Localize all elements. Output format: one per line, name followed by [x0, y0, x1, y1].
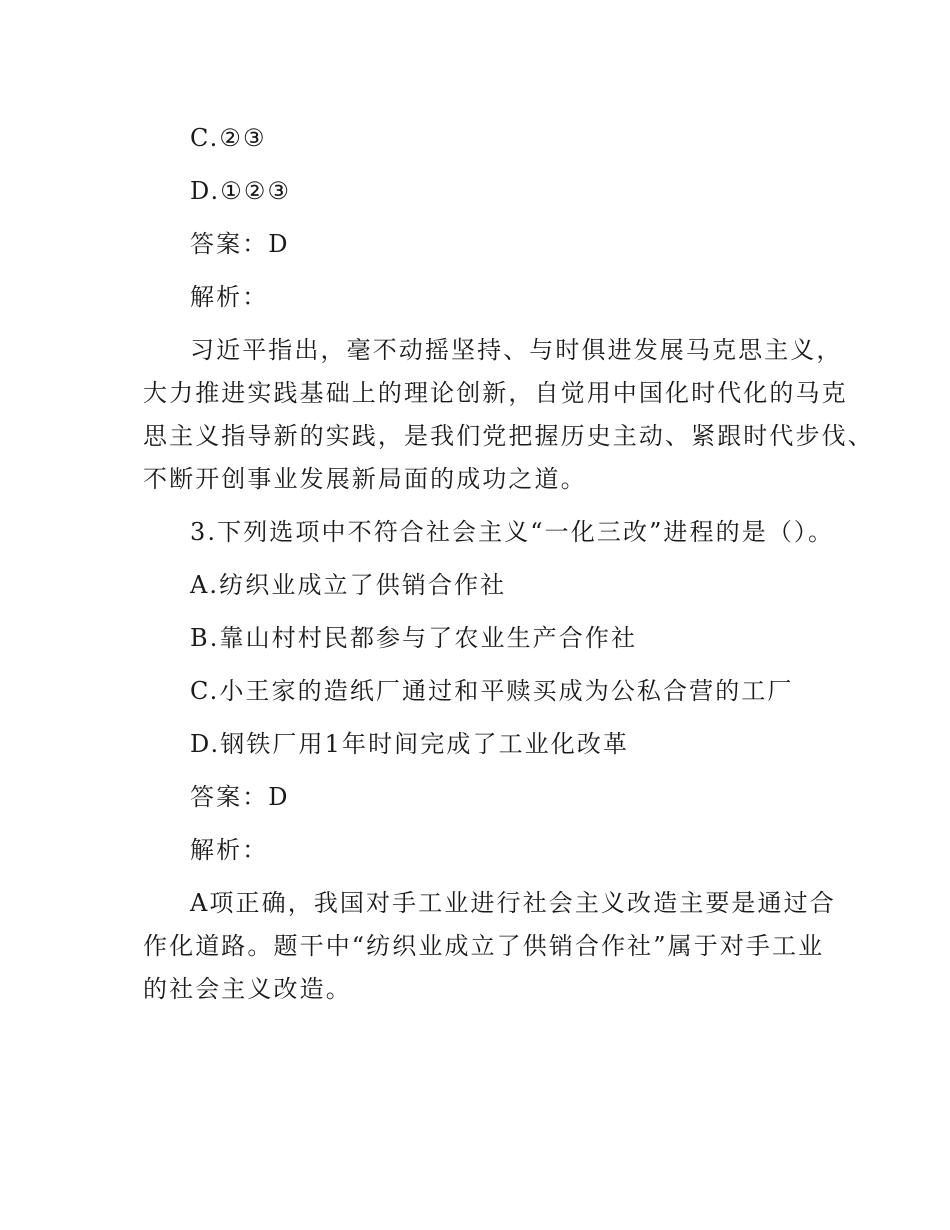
- q3-analysis-label: 解析：: [190, 836, 269, 864]
- q3-analysis-line: A项正确，我国对手工业进行社会主义改造主要是通过合: [190, 889, 836, 917]
- q3-option-d: D.钢铁厂用1年时间完成了工业化改革: [190, 730, 630, 758]
- q2-analysis-line: 大力推进实践基础上的理论创新，自觉用中国化时代化的马克: [143, 379, 848, 407]
- q3-question: 3.下列选项中不符合社会主义“一化三改”进程的是（）。: [190, 518, 835, 546]
- q3-option-a: A.纺织业成立了供销合作社: [190, 571, 507, 599]
- q2-analysis-label: 解析：: [190, 283, 269, 311]
- q2-option-d: D.①②③: [190, 177, 292, 205]
- q2-analysis-line: 不断开创事业发展新局面的成功之道。: [143, 465, 587, 493]
- q3-analysis-line: 的社会主义改造。: [143, 975, 352, 1003]
- q3-option-c: C.小王家的造纸厂通过和平赎买成为公私合营的工厂: [190, 677, 794, 705]
- q2-analysis-line: 习近平指出，毫不动摇坚持、与时俱进发展马克思主义，: [190, 336, 843, 364]
- q3-option-b: B.靠山村村民都参与了农业生产合作社: [190, 624, 638, 652]
- q3-analysis-line: 作化道路。题干中“纺织业成立了供销合作社”属于对手工业: [143, 932, 825, 960]
- q3-answer: 答案：D: [190, 783, 290, 811]
- q2-option-c: C.②③: [190, 124, 267, 152]
- q2-answer: 答案：D: [190, 230, 290, 258]
- q2-analysis-line: 思主义指导新的实践，是我们党把握历史主动、紧跟时代步伐、: [143, 422, 874, 450]
